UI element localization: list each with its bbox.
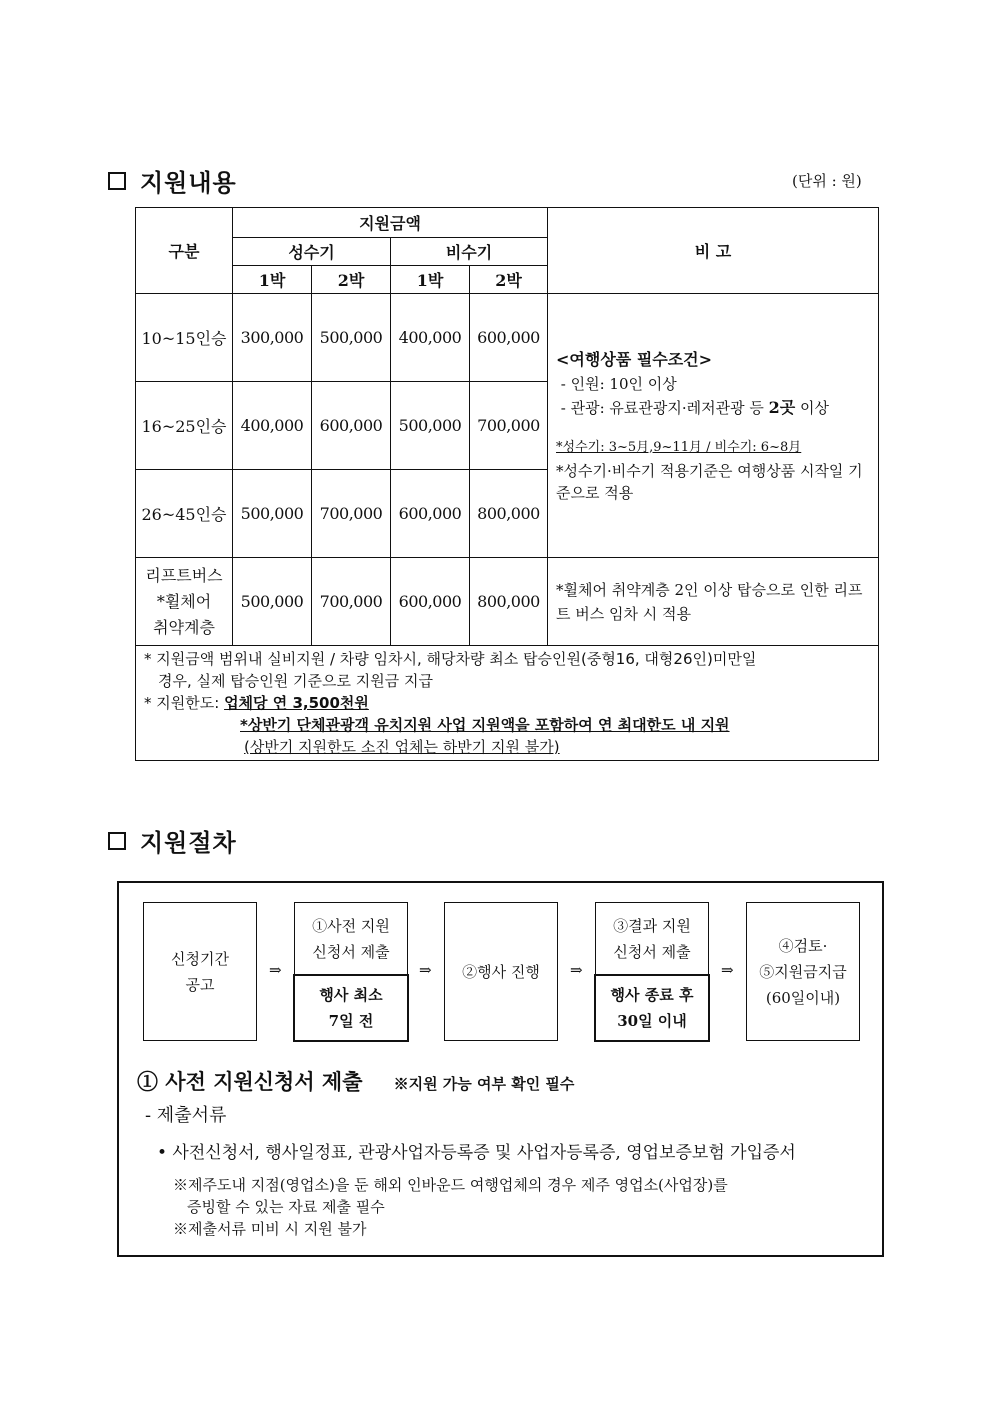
row-label: 26~45인승 — [136, 470, 233, 558]
flow-text: 행사 종료 후 — [610, 986, 694, 1004]
header-remarks: 비 고 — [548, 208, 879, 294]
flow-step-result-deadline — [594, 974, 710, 1042]
limit-note: *상반기 단체관광객 유치지원 사업 지원액을 포함하여 연 최대한도 내 지원 — [240, 716, 730, 734]
flow-step-announcement — [143, 902, 257, 1041]
flow-text: 신청서 제출 — [613, 943, 691, 961]
header-amount-group: 지원금액 — [233, 208, 548, 238]
remarks-season-rule: *성수기·비수기 적용기준은 여행상품 시작일 기준으로 적용 — [556, 461, 863, 502]
row-label-line: 취약계층 — [153, 617, 215, 637]
section-title-text: 지원내용 — [140, 168, 237, 197]
row-label-lift-bus — [136, 558, 233, 646]
table-row — [136, 294, 879, 382]
row-label-line: 리프트버스 — [145, 565, 223, 585]
header-peak-1night: 1박 — [233, 266, 312, 294]
header-category: 구분 — [136, 208, 233, 294]
flow-step-result-application — [595, 902, 709, 976]
flow-text: ③결과 지원 — [613, 917, 691, 935]
remarks-heading: <여행상품 필수조건> — [556, 349, 713, 369]
limit-sub: (상반기 지원한도 소진 업체는 하반기 지원 불가) — [244, 738, 560, 756]
cell-value: 700,000 — [470, 382, 548, 470]
row-label: 16~25인승 — [136, 382, 233, 470]
cell-value: 600,000 — [391, 558, 470, 646]
header-peak-2night: 2박 — [312, 266, 391, 294]
limit-value: 업체당 연 3,500천원 — [224, 694, 369, 712]
table-footnotes — [136, 646, 879, 761]
footnote-line2: 경우, 실제 탑승인원 기준으로 지원금 지급 — [158, 672, 433, 690]
jeju-note — [173, 1174, 728, 1240]
flow-text: ⑤지원금지급 — [759, 962, 847, 981]
detail-title: ① 사전 지원신청서 제출 — [137, 1069, 363, 1094]
cell-value: 800,000 — [470, 470, 548, 558]
cell-value: 500,000 — [233, 470, 312, 558]
missing-docs-note: ※제출서류 미비 시 지원 불가 — [173, 1220, 367, 1238]
flow-text: 신청기간 — [171, 949, 229, 968]
flow-text: 30일 이내 — [617, 1012, 687, 1030]
row-label: 10~15인승 — [136, 294, 233, 382]
jeju-note-line1: ※제주도내 지점(영업소)을 둔 해외 인바운드 여행업체의 경우 제주 영업소(사업장)를 — [173, 1176, 728, 1194]
detail-heading — [137, 1066, 574, 1096]
remarks-item-tour-suffix: 이상 — [795, 398, 829, 417]
support-amount-table — [135, 207, 879, 761]
section-title-support-content — [108, 163, 237, 198]
flow-text: (60일이내) — [765, 988, 841, 1007]
flow-text: 행사 최소 — [319, 986, 383, 1004]
header-offpeak-2night: 2박 — [470, 266, 548, 294]
table-row — [136, 558, 879, 646]
jeju-note-line2: 증빙할 수 있는 자료 제출 필수 — [187, 1198, 385, 1216]
checkbox-square-icon — [108, 832, 126, 850]
remarks-item-tour-prefix: - 관광: 유료관광지·레저관광 등 — [556, 398, 769, 417]
cell-value: 300,000 — [233, 294, 312, 382]
row-label-line: *휠체어 — [156, 591, 212, 611]
section-title-procedure — [108, 823, 237, 858]
cell-value: 600,000 — [391, 470, 470, 558]
header-offpeak-1night: 1박 — [391, 266, 470, 294]
cell-value: 500,000 — [312, 294, 391, 382]
procedure-box — [117, 881, 884, 1257]
flow-text: 7일 전 — [328, 1012, 374, 1030]
header-peak: 성수기 — [233, 238, 391, 266]
footnote-line1: * 지원금액 범위내 실비지원 / 차량 임차시, 해당차량 최소 탑승인원(중형16, 대형26인)미만일 — [144, 650, 757, 668]
flow-text: ①사전 지원 — [312, 917, 390, 935]
cell-value: 500,000 — [233, 558, 312, 646]
flow-step-review-payment — [746, 902, 860, 1041]
cell-value: 400,000 — [233, 382, 312, 470]
cell-value: 600,000 — [312, 382, 391, 470]
flow-step-pre-deadline — [293, 974, 409, 1042]
limit-label: * 지원한도: — [144, 694, 225, 712]
cell-value: 800,000 — [470, 558, 548, 646]
arrow-right-icon: ⇒ — [419, 961, 432, 979]
flow-step-pre-application — [294, 902, 408, 976]
arrow-right-icon: ⇒ — [570, 961, 583, 979]
remarks-main — [548, 294, 879, 558]
footnote-limit — [144, 692, 870, 714]
remarks-item-tour — [556, 396, 870, 420]
remarks-item-people: - 인원: 10인 이상 — [556, 374, 677, 393]
arrow-right-icon: ⇒ — [269, 961, 282, 979]
cell-value: 700,000 — [312, 558, 391, 646]
docs-bullet: • 사전신청서, 행사일정표, 관광사업자등록증 및 사업자등록증, 영업보증보험 가입증서 — [157, 1143, 796, 1163]
flow-text: 신청서 제출 — [312, 943, 390, 961]
docs-label: - 제출서류 — [145, 1105, 227, 1126]
cell-value: 500,000 — [391, 382, 470, 470]
cell-value: 700,000 — [312, 470, 391, 558]
flow-text: ④검토· — [778, 936, 828, 955]
section-title-text: 지원절차 — [140, 828, 237, 857]
arrow-right-icon: ⇒ — [721, 961, 734, 979]
header-offpeak: 비수기 — [391, 238, 548, 266]
remarks-lift-bus: *휠체어 취약계층 2인 이상 탑승으로 인한 리프트 버스 임차 시 적용 — [548, 558, 879, 646]
checkbox-square-icon — [108, 172, 126, 190]
remarks-item-tour-bold: 2곳 — [768, 397, 796, 417]
flow-step-event — [444, 902, 558, 1041]
detail-note: ※지원 가능 여부 확인 필수 — [393, 1075, 575, 1093]
flow-text: ②행사 진행 — [462, 962, 540, 981]
flow-text: 공고 — [185, 975, 215, 994]
unit-label: (단위 : 원) — [792, 172, 862, 190]
remarks-season: *성수기: 3~5月,9~11月 / 비수기: 6~8月 — [556, 439, 802, 455]
cell-value: 400,000 — [391, 294, 470, 382]
cell-value: 600,000 — [470, 294, 548, 382]
